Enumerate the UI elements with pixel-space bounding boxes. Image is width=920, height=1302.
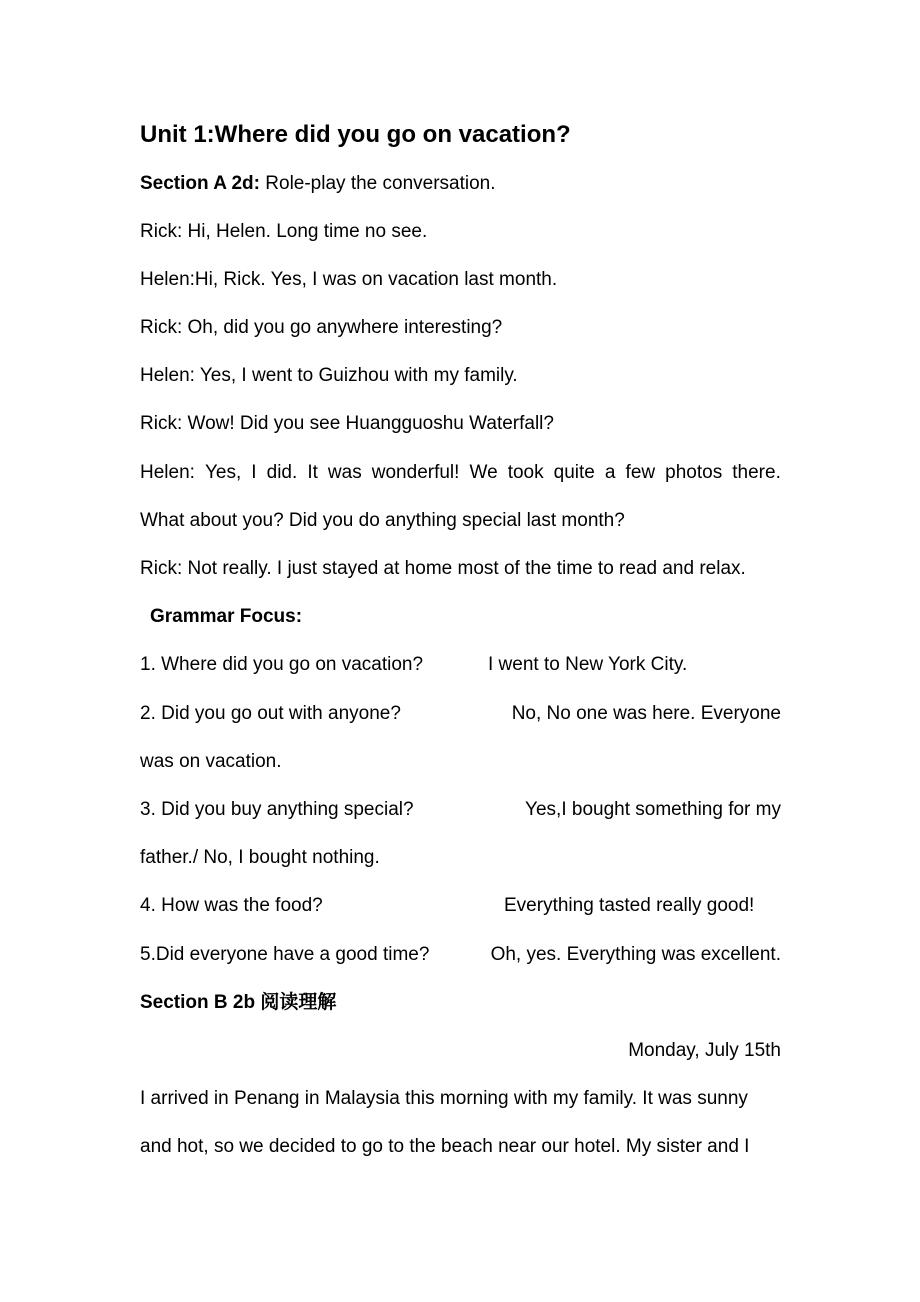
dialogue-word: Yes, xyxy=(204,462,242,483)
dialogue-line: What about you? Did you do anything special last month? xyxy=(140,510,625,531)
dialogue-line: Rick: Hi, Helen. Long time no see. xyxy=(140,221,428,242)
grammar-answer: I went to New York City. xyxy=(488,654,688,675)
dialogue-word: took xyxy=(507,462,544,483)
dialogue-word: a xyxy=(604,462,616,483)
dialogue-line: Rick: Wow! Did you see Huangguoshu Waterfall? xyxy=(140,413,554,434)
grammar-item xyxy=(140,702,781,726)
document-title: Unit 1:Where did you go on vacation? xyxy=(140,121,571,148)
grammar-question: 4. How was the food? xyxy=(140,895,323,916)
grammar-item xyxy=(140,798,781,822)
dialogue-word: photos xyxy=(665,462,723,483)
grammar-item xyxy=(140,894,781,918)
grammar-question: 2. Did you go out with anyone? xyxy=(140,703,401,724)
diary-date: Monday, July 15th xyxy=(628,1040,781,1061)
dialogue-line: Rick: Oh, did you go anywhere interesting? xyxy=(140,317,503,338)
dialogue-word: I xyxy=(251,462,257,483)
dialogue-word: wonderful! xyxy=(371,462,460,483)
dialogue-line: Helen: Yes, I went to Guizhou with my family. xyxy=(140,365,518,386)
dialogue-word: It xyxy=(307,462,318,483)
reading-paragraph-line: and hot, so we decided to go to the beach near our hotel. My sister and I xyxy=(140,1136,750,1157)
dialogue-line-justified xyxy=(140,461,781,485)
grammar-question: 3. Did you buy anything special? xyxy=(140,799,414,820)
dialogue-word: few xyxy=(625,462,656,483)
grammar-question: 1. Where did you go on vacation? xyxy=(140,654,424,675)
grammar-answer: Yes,I bought something for my xyxy=(525,799,781,820)
grammar-answer-continued: was on vacation. xyxy=(140,751,282,772)
section-a-instruction: Role-play the conversation. xyxy=(260,173,496,194)
dialogue-word: Helen: xyxy=(140,462,195,483)
grammar-answer: Everything tasted really good! xyxy=(504,895,755,916)
grammar-answer-continued: father./ No, I bought nothing. xyxy=(140,847,380,868)
section-a-label: Section A 2d: xyxy=(140,173,260,194)
section-a-heading xyxy=(140,172,781,196)
dialogue-word: was xyxy=(327,462,362,483)
grammar-item xyxy=(140,653,781,677)
dialogue-line: Rick: Not really. I just stayed at home most of the time to read and relax. xyxy=(140,558,746,579)
dialogue-line: Helen:Hi, Rick. Yes, I was on vacation last month. xyxy=(140,269,558,290)
grammar-focus-heading: Grammar Focus: xyxy=(150,606,303,627)
grammar-answer: No, No one was here. Everyone xyxy=(511,703,781,724)
grammar-question: 5.Did everyone have a good time? xyxy=(140,944,430,965)
grammar-item xyxy=(140,943,781,967)
dialogue-word: We xyxy=(469,462,498,483)
grammar-answer: Oh, yes. Everything was excellent. xyxy=(490,944,781,965)
dialogue-word: there. xyxy=(732,462,781,483)
dialogue-word: quite xyxy=(553,462,595,483)
section-b-heading: Section B 2b 阅读理解 xyxy=(140,992,337,1013)
dialogue-word: did. xyxy=(266,462,298,483)
reading-paragraph-line: I arrived in Penang in Malaysia this morning with my family. It was sunny xyxy=(140,1088,748,1109)
